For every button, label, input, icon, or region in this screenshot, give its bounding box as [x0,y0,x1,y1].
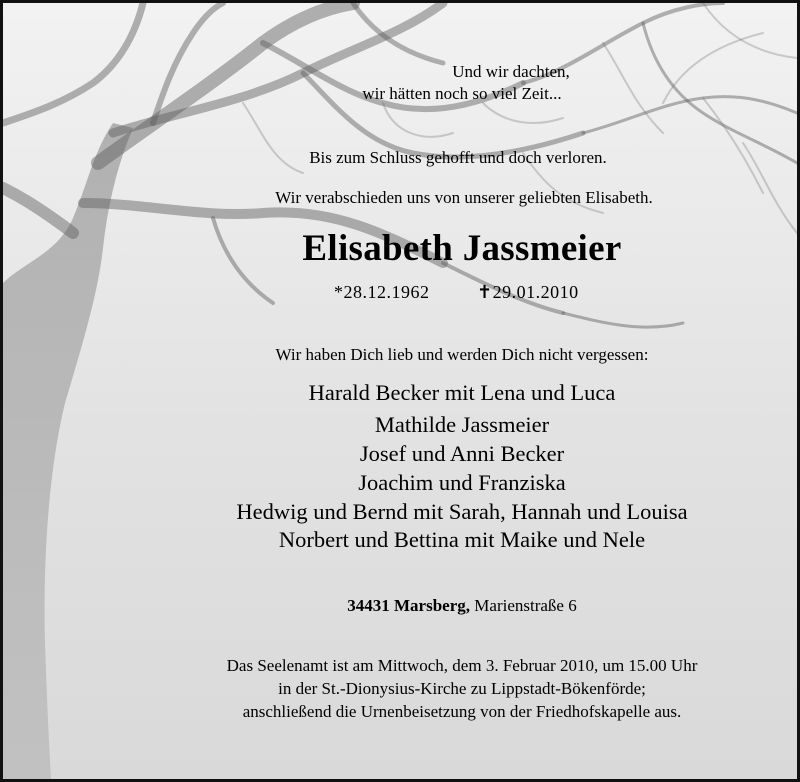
service-line-2: in der St.-Dionysius-Kirche zu Lippstadt-Bökenförde; [278,679,646,698]
family-member: Joachim und Franziska [358,470,566,495]
obituary-content [3,3,797,779]
family-member: Hedwig und Bernd mit Sarah, Hannah und Louisa [236,499,688,524]
service-line-1: Das Seelenamt ist am Mittwoch, dem 3. Februar 2010, um 15.00 Uhr [226,656,698,675]
deceased-name: Elisabeth Jassmeier [302,228,622,269]
family-member: Norbert und Bettina mit Maike und Nele [278,527,646,552]
address-city: 34431 Marsberg, [347,596,471,615]
service-line-3: anschließend die Urnenbeisetzung von der Friedhofskapelle aus. [242,702,682,721]
address-street: Marienstraße 6 [474,596,577,615]
family-member: Josef und Anni Becker [359,441,565,466]
family-member: Harald Becker mit Lena und Luca [308,380,616,405]
birth-date: *28.12.1962 [334,282,430,302]
family-member: Mathilde Jassmeier [374,412,550,437]
address-line [65,596,800,616]
intro-line-2: Wir verabschieden uns von unserer geliebten Elisabeth. [275,188,653,207]
death-date: ✝29.01.2010 [477,282,579,302]
intro-line-1: Bis zum Schluss gehofft und doch verloren. [309,148,607,167]
farewell-line: Wir haben Dich lieb und werden Dich nicht vergessen: [275,345,649,364]
poem-line-2: wir hätten noch so viel Zeit... [362,84,562,103]
poem-line-1: Und wir dachten, [452,62,570,81]
